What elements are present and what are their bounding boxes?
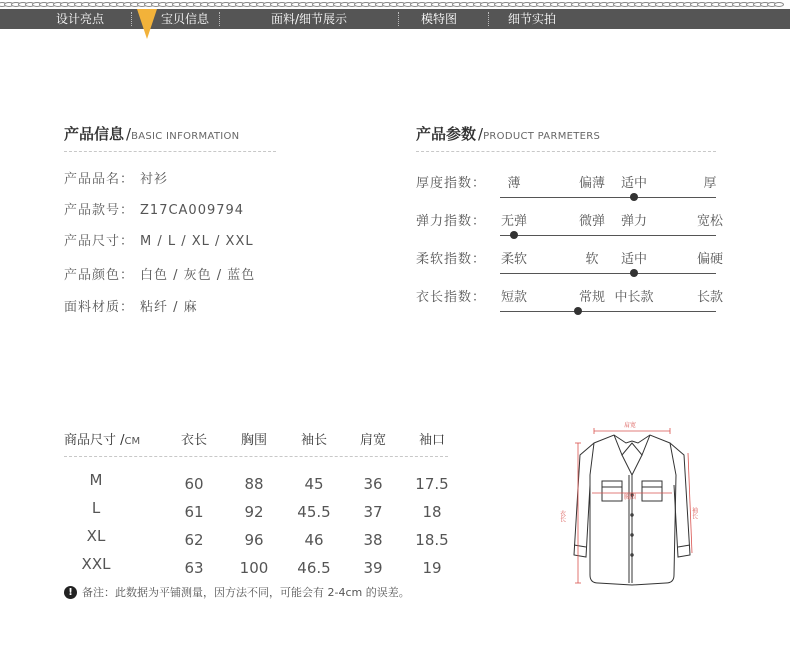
param-scale-line [500, 235, 716, 236]
param-option: 长款 [696, 290, 724, 305]
param-label: 弹力指数： [416, 214, 487, 229]
param-option: 适中 [620, 176, 648, 191]
size-table-value-cell: 17.5 [415, 475, 449, 493]
size-table-value-cell: 88 [244, 475, 264, 493]
size-table-size-cell: M [89, 471, 103, 489]
nav-bar [0, 9, 790, 29]
info-label: 产品颜色： [64, 268, 135, 283]
info-value: 粘纤 / 麻 [140, 300, 198, 315]
param-label: 厚度指数： [416, 176, 487, 191]
param-row [416, 172, 716, 206]
nav-tab-product-info[interactable]: 宝贝信息 [161, 12, 210, 26]
info-label: 面料材质： [64, 300, 135, 315]
size-table-column-header: 衣长 [180, 433, 208, 448]
param-scale-line [500, 197, 716, 198]
shirt-measurement-diagram [556, 415, 706, 595]
size-header-label: 商品尺寸 / [64, 433, 125, 448]
basic-info-title-cn: 产品信息 [64, 125, 125, 143]
size-table-value-cell: 45.5 [297, 503, 331, 521]
size-table-value-cell: 18 [422, 503, 442, 521]
size-table-value-cell: 92 [244, 503, 264, 521]
info-value: 白色 / 灰色 / 蓝色 [140, 268, 256, 283]
info-value: Z17CA009794 [140, 203, 245, 218]
info-row-sizes [64, 230, 254, 249]
note-text: 备注：此数据为平铺测量，因方法不同，可能会有 2-4cm 的误差。 [82, 586, 410, 599]
nav-tab-model-photos[interactable]: 模特图 [421, 12, 458, 26]
size-table-value-cell: 46 [304, 531, 324, 549]
diagram-label-sleeve: 袖长 [690, 507, 698, 519]
param-option: 弹力 [620, 214, 648, 229]
nav-divider [398, 12, 399, 26]
size-table-value-cell: 63 [184, 559, 204, 577]
active-tab-pointer-icon [137, 9, 157, 39]
nav-tab-design-highlights[interactable]: 设计亮点 [56, 12, 105, 26]
info-value: 衬衫 [140, 172, 169, 187]
nav-tab-detail-shots[interactable]: 细节实拍 [508, 12, 557, 26]
param-row [416, 248, 724, 282]
size-table-value-cell: 18.5 [415, 531, 449, 549]
top-navigation [0, 0, 790, 34]
size-header-unit: CM [124, 436, 141, 447]
parameters-title-cn: 产品参数 [416, 125, 477, 143]
title-slash: / [478, 125, 484, 143]
info-label: 产品款号： [64, 203, 135, 218]
param-row [416, 286, 724, 320]
info-row-colors [64, 264, 255, 283]
param-option: 偏薄 [578, 176, 606, 191]
exclamation-icon: ! [64, 586, 77, 599]
param-option: 适中 [620, 252, 648, 267]
param-indicator-dot [630, 269, 638, 277]
param-indicator-dot [630, 193, 638, 201]
size-table-value-cell: 45 [304, 475, 324, 493]
param-label: 衣长指数： [416, 290, 487, 305]
param-scale-line [500, 311, 716, 312]
param-option: 常规 [578, 290, 606, 305]
param-row [416, 210, 724, 244]
param-option: 无弹 [500, 214, 528, 229]
info-value: M / L / XL / XXL [140, 234, 254, 249]
basic-info-title [64, 123, 239, 144]
info-row-name [64, 168, 168, 187]
size-table-value-cell: 60 [184, 475, 204, 493]
size-table-value-cell: 36 [363, 475, 383, 493]
param-option: 软 [585, 252, 599, 267]
nav-divider [131, 12, 132, 26]
nav-divider [488, 12, 489, 26]
param-label: 柔软指数： [416, 252, 487, 267]
nav-tab-fabric-details[interactable]: 面料/细节展示 [271, 12, 348, 26]
param-option: 短款 [500, 290, 528, 305]
size-table-value-cell: 39 [363, 559, 383, 577]
param-scale-line [500, 273, 716, 274]
size-table-value-cell: 38 [363, 531, 383, 549]
chain-link [774, 2, 784, 7]
info-label: 产品品名： [64, 172, 135, 187]
info-row-material [64, 296, 198, 315]
size-table-value-cell: 62 [184, 531, 204, 549]
diagram-label-chest: 胸围 [624, 494, 637, 501]
size-table-value-cell: 61 [184, 503, 204, 521]
size-table-size-cell: XL [86, 527, 106, 545]
parameters-title [416, 123, 600, 144]
basic-info-divider [64, 151, 276, 152]
size-table-column-header: 肩宽 [359, 433, 387, 448]
nav-divider [219, 12, 220, 26]
size-table-value-cell: 37 [363, 503, 383, 521]
param-option: 偏硬 [696, 252, 724, 267]
param-indicator-dot [574, 307, 582, 315]
info-row-style-number [64, 199, 244, 218]
size-table-value-cell: 100 [239, 559, 269, 577]
param-indicator-dot [510, 231, 518, 239]
size-table-column-header: 袖长 [300, 433, 328, 448]
measurement-note [64, 584, 410, 600]
param-option: 薄 [507, 176, 521, 191]
diagram-label-length: 衣长 [558, 510, 566, 522]
size-table-column-header: 胸围 [240, 433, 268, 448]
size-table-column-header: 袖口 [418, 433, 446, 448]
parameters-title-en: PRODUCT PARMETERS [483, 131, 601, 142]
param-option: 中长款 [614, 290, 654, 305]
param-option: 柔软 [500, 252, 528, 267]
title-slash: / [126, 125, 132, 143]
size-table-value-cell: 96 [244, 531, 264, 549]
diagram-label-shoulder: 肩宽 [624, 422, 637, 429]
parameters-divider [416, 151, 716, 152]
size-table-size-cell: L [91, 499, 101, 517]
chain-border-decoration [0, 0, 790, 8]
size-table-size-cell: XXL [81, 555, 111, 573]
param-option: 宽松 [696, 214, 724, 229]
size-table-value-cell: 19 [422, 559, 442, 577]
param-option: 厚 [703, 176, 717, 191]
shirt-outline-icon [574, 435, 690, 585]
size-table-value-cell: 46.5 [297, 559, 331, 577]
info-label: 产品尺寸： [64, 234, 135, 249]
size-table-divider [64, 456, 448, 457]
basic-info-title-en: BASIC INFORMATION [131, 131, 240, 142]
size-table-header-size [64, 429, 140, 448]
param-option: 微弹 [578, 214, 606, 229]
